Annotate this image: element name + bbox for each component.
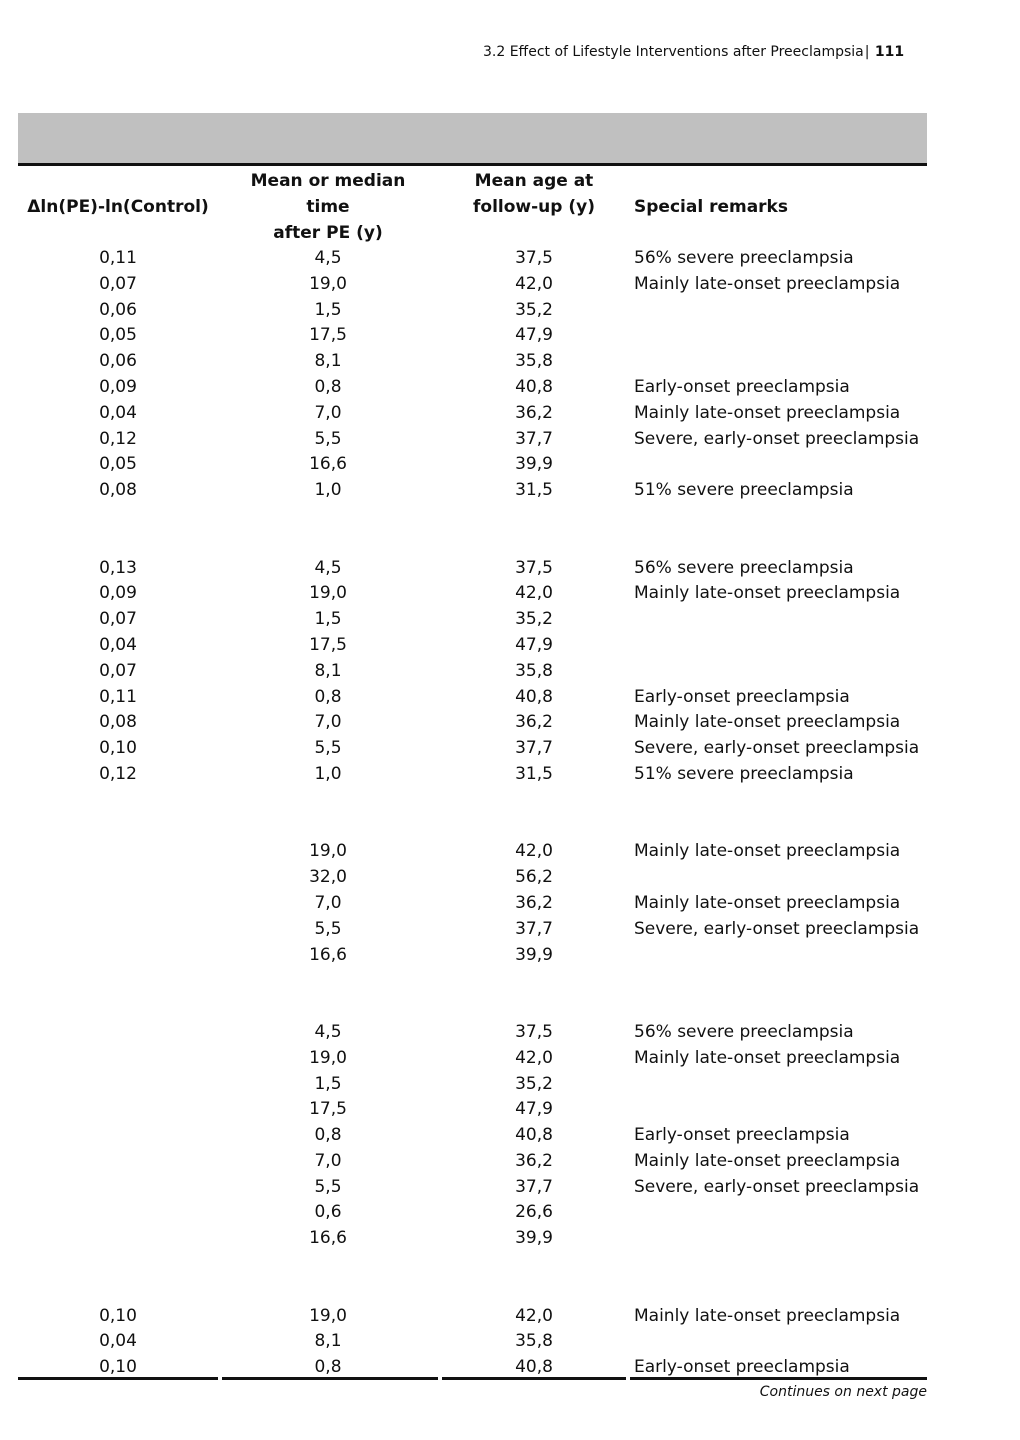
cell-special-remarks: Mainly late-onset preeclampsia bbox=[634, 892, 901, 913]
header-delta-ln-text: Δln(PE)-ln(Control) bbox=[27, 197, 209, 217]
running-header-separator: | bbox=[864, 44, 870, 60]
cell-time-after-pe: 5,5 bbox=[314, 738, 342, 759]
cell-special-remarks: 51% severe preeclampsia bbox=[634, 480, 854, 501]
cell-special-remarks: 51% severe preeclampsia bbox=[634, 763, 854, 784]
cell-special-remarks: 56% severe preeclampsia bbox=[634, 1021, 854, 1042]
cell-special-remarks: Mainly late-onset preeclampsia bbox=[634, 402, 901, 423]
column-gap-marker bbox=[626, 1377, 630, 1380]
cell-time-after-pe: 8,1 bbox=[314, 660, 342, 681]
cell-delta-ln: 0,10 bbox=[99, 738, 137, 759]
cell-time-after-pe: 7,0 bbox=[314, 1150, 342, 1171]
cell-delta-ln: 0,08 bbox=[99, 480, 137, 501]
cell-delta-ln: 0,07 bbox=[99, 660, 137, 681]
cell-time-after-pe: 19,0 bbox=[309, 1305, 347, 1326]
cell-mean-age: 42,0 bbox=[515, 273, 553, 294]
cell-special-remarks: Mainly late-onset preeclampsia bbox=[634, 273, 901, 294]
cell-delta-ln: 0,13 bbox=[99, 557, 137, 578]
cell-mean-age: 31,5 bbox=[515, 480, 553, 501]
table-row bbox=[18, 1046, 927, 1072]
cell-mean-age: 40,8 bbox=[515, 376, 553, 397]
table-row bbox=[18, 1304, 927, 1330]
cell-delta-ln: 0,10 bbox=[99, 1305, 137, 1326]
cell-special-remarks: Mainly late-onset preeclampsia bbox=[634, 583, 901, 604]
table-row bbox=[18, 710, 927, 736]
cell-time-after-pe: 5,5 bbox=[314, 428, 342, 449]
cell-time-after-pe: 7,0 bbox=[314, 892, 342, 913]
cell-delta-ln: 0,12 bbox=[99, 428, 137, 449]
cell-mean-age: 39,9 bbox=[515, 454, 553, 475]
cell-special-remarks: Early-onset preeclampsia bbox=[634, 1125, 850, 1146]
cell-time-after-pe: 4,5 bbox=[314, 557, 342, 578]
cell-mean-age: 35,8 bbox=[515, 351, 553, 372]
cell-mean-age: 37,5 bbox=[515, 557, 553, 578]
cell-delta-ln: 0,04 bbox=[99, 402, 137, 423]
table-row bbox=[18, 556, 927, 582]
table-row bbox=[18, 323, 927, 349]
table-row bbox=[18, 1123, 927, 1149]
header-time-line2: after PE (y) bbox=[273, 223, 383, 243]
table-row bbox=[18, 1329, 927, 1355]
group-spacer bbox=[18, 968, 927, 1020]
cell-special-remarks: Severe, early-onset preeclampsia bbox=[634, 738, 920, 759]
cell-delta-ln: 0,11 bbox=[99, 248, 137, 268]
table-row bbox=[18, 736, 927, 762]
cell-mean-age: 36,2 bbox=[515, 1150, 553, 1171]
cell-mean-age: 42,0 bbox=[515, 1305, 553, 1326]
table-row bbox=[18, 375, 927, 401]
cell-special-remarks: Mainly late-onset preeclampsia bbox=[634, 1047, 901, 1068]
cell-time-after-pe: 17,5 bbox=[309, 325, 347, 346]
cell-special-remarks: Severe, early-onset preeclampsia bbox=[634, 918, 920, 939]
page-number: 111 bbox=[874, 44, 905, 60]
cell-delta-ln: 0,08 bbox=[99, 712, 137, 733]
cell-mean-age: 26,6 bbox=[515, 1202, 553, 1223]
table-row bbox=[18, 685, 927, 711]
table-row bbox=[18, 633, 927, 659]
table-bottom-rule bbox=[18, 1377, 927, 1380]
cell-mean-age: 36,2 bbox=[515, 712, 553, 733]
table-row bbox=[18, 1097, 927, 1123]
header-age-line1: Mean age at bbox=[474, 171, 594, 191]
cell-delta-ln: 0,04 bbox=[99, 634, 137, 655]
cell-special-remarks: Mainly late-onset preeclampsia bbox=[634, 712, 901, 733]
cell-mean-age: 35,8 bbox=[515, 1331, 553, 1352]
table-row bbox=[18, 427, 927, 453]
table-row bbox=[18, 1200, 927, 1226]
table-row bbox=[18, 1175, 927, 1201]
column-gap-marker bbox=[218, 166, 222, 168]
table-row bbox=[18, 401, 927, 427]
header-delta-ln bbox=[18, 194, 218, 220]
cell-time-after-pe: 8,1 bbox=[314, 351, 342, 372]
running-header-title: 3.2 Effect of Lifestyle Interventions after Preeclampsia bbox=[483, 44, 864, 60]
cell-mean-age: 37,7 bbox=[515, 918, 553, 939]
cell-time-after-pe: 32,0 bbox=[309, 867, 347, 888]
cell-mean-age: 47,9 bbox=[515, 325, 553, 346]
cell-mean-age: 35,2 bbox=[515, 609, 553, 630]
cell-time-after-pe: 16,6 bbox=[309, 1228, 347, 1249]
cell-delta-ln: 0,11 bbox=[99, 686, 137, 707]
table-row bbox=[18, 246, 927, 272]
cell-delta-ln: 0,09 bbox=[99, 583, 137, 604]
cell-time-after-pe: 19,0 bbox=[309, 841, 347, 862]
table-row bbox=[18, 943, 927, 969]
cell-mean-age: 37,5 bbox=[515, 1021, 553, 1042]
cell-delta-ln: 0,10 bbox=[99, 1357, 137, 1378]
cell-delta-ln: 0,04 bbox=[99, 1331, 137, 1352]
table-row bbox=[18, 1226, 927, 1252]
cell-special-remarks: Early-onset preeclampsia bbox=[634, 376, 850, 397]
cell-delta-ln: 0,07 bbox=[99, 273, 137, 294]
header-age-line2: follow-up (y) bbox=[473, 197, 595, 217]
cell-mean-age: 42,0 bbox=[515, 1047, 553, 1068]
cell-time-after-pe: 1,5 bbox=[314, 1073, 342, 1094]
cell-special-remarks: Severe, early-onset preeclampsia bbox=[634, 428, 920, 449]
cell-time-after-pe: 1,0 bbox=[314, 763, 342, 784]
cell-time-after-pe: 7,0 bbox=[314, 712, 342, 733]
cell-delta-ln: 0,06 bbox=[99, 351, 137, 372]
cell-special-remarks: Mainly late-onset preeclampsia bbox=[634, 1305, 901, 1326]
table-row bbox=[18, 1149, 927, 1175]
continues-note: Continues on next page bbox=[759, 1384, 927, 1400]
cell-special-remarks: 56% severe preeclampsia bbox=[634, 557, 854, 578]
cell-special-remarks: Severe, early-onset preeclampsia bbox=[634, 1176, 920, 1197]
cell-mean-age: 42,0 bbox=[515, 583, 553, 604]
cell-delta-ln: 0,12 bbox=[99, 763, 137, 784]
cell-mean-age: 37,7 bbox=[515, 1176, 553, 1197]
cell-mean-age: 47,9 bbox=[515, 1099, 553, 1120]
table-row bbox=[18, 891, 927, 917]
table-row bbox=[18, 917, 927, 943]
table-caption-band bbox=[18, 113, 927, 163]
cell-mean-age: 35,2 bbox=[515, 299, 553, 320]
cell-time-after-pe: 0,6 bbox=[314, 1202, 342, 1223]
cell-delta-ln: 0,09 bbox=[99, 376, 137, 397]
group-spacer bbox=[18, 504, 927, 556]
cell-mean-age: 31,5 bbox=[515, 763, 553, 784]
cell-mean-age: 35,8 bbox=[515, 660, 553, 681]
group-spacer bbox=[18, 1252, 927, 1304]
cell-time-after-pe: 17,5 bbox=[309, 634, 347, 655]
cell-time-after-pe: 17,5 bbox=[309, 1099, 347, 1120]
cell-special-remarks: Early-onset preeclampsia bbox=[634, 686, 850, 707]
table-row bbox=[18, 298, 927, 324]
cell-time-after-pe: 0,8 bbox=[314, 1125, 342, 1146]
cell-time-after-pe: 19,0 bbox=[309, 1047, 347, 1068]
cell-time-after-pe: 0,8 bbox=[314, 1357, 342, 1378]
cell-time-after-pe: 0,8 bbox=[314, 376, 342, 397]
cell-time-after-pe: 16,6 bbox=[309, 454, 347, 475]
cell-mean-age: 39,9 bbox=[515, 1228, 553, 1249]
table-row bbox=[18, 839, 927, 865]
cell-time-after-pe: 5,5 bbox=[314, 1176, 342, 1197]
running-header bbox=[483, 44, 923, 60]
cell-time-after-pe: 1,5 bbox=[314, 299, 342, 320]
cell-time-after-pe: 5,5 bbox=[314, 918, 342, 939]
cell-mean-age: 40,8 bbox=[515, 686, 553, 707]
cell-mean-age: 42,0 bbox=[515, 841, 553, 862]
cell-special-remarks: Early-onset preeclampsia bbox=[634, 1357, 850, 1378]
cell-mean-age: 35,2 bbox=[515, 1073, 553, 1094]
cell-mean-age: 40,8 bbox=[515, 1125, 553, 1146]
cell-delta-ln: 0,05 bbox=[99, 325, 137, 346]
table-row bbox=[18, 607, 927, 633]
cell-time-after-pe: 19,0 bbox=[309, 273, 347, 294]
cell-mean-age: 37,7 bbox=[515, 738, 553, 759]
cell-time-after-pe: 1,0 bbox=[314, 480, 342, 501]
table-row bbox=[18, 349, 927, 375]
column-gap-marker bbox=[438, 1377, 442, 1380]
cell-delta-ln: 0,07 bbox=[99, 609, 137, 630]
table-row bbox=[18, 272, 927, 298]
cell-time-after-pe: 1,5 bbox=[314, 609, 342, 630]
table-row bbox=[18, 762, 927, 788]
cell-time-after-pe: 16,6 bbox=[309, 944, 347, 965]
cell-mean-age: 39,9 bbox=[515, 944, 553, 965]
cell-mean-age: 37,5 bbox=[515, 248, 553, 268]
table-row bbox=[18, 1020, 927, 1046]
table-row bbox=[18, 865, 927, 891]
cell-time-after-pe: 4,5 bbox=[314, 248, 342, 268]
cell-special-remarks: Mainly late-onset preeclampsia bbox=[634, 841, 901, 862]
cell-delta-ln: 0,06 bbox=[99, 299, 137, 320]
cell-delta-ln: 0,05 bbox=[99, 454, 137, 475]
header-time-after-pe bbox=[228, 168, 428, 246]
cell-time-after-pe: 19,0 bbox=[309, 583, 347, 604]
cell-mean-age: 36,2 bbox=[515, 892, 553, 913]
cell-mean-age: 36,2 bbox=[515, 402, 553, 423]
table-row bbox=[18, 581, 927, 607]
cell-time-after-pe: 7,0 bbox=[314, 402, 342, 423]
header-mean-age bbox=[434, 168, 634, 220]
cell-mean-age: 37,7 bbox=[515, 428, 553, 449]
cell-mean-age: 47,9 bbox=[515, 634, 553, 655]
table-row bbox=[18, 478, 927, 504]
cell-mean-age: 56,2 bbox=[515, 867, 553, 888]
table-row bbox=[18, 452, 927, 478]
cell-special-remarks: Mainly late-onset preeclampsia bbox=[634, 1150, 901, 1171]
column-gap-marker bbox=[218, 1377, 222, 1380]
table-row bbox=[18, 1072, 927, 1098]
cell-special-remarks: 56% severe preeclampsia bbox=[634, 248, 854, 268]
cell-time-after-pe: 4,5 bbox=[314, 1021, 342, 1042]
group-spacer bbox=[18, 788, 927, 840]
table-top-rule bbox=[18, 163, 927, 166]
header-time-line1: Mean or median time bbox=[250, 171, 406, 217]
table-body bbox=[18, 246, 927, 1381]
header-special-remarks bbox=[634, 194, 788, 220]
header-remarks-text: Special remarks bbox=[634, 197, 788, 217]
table-row bbox=[18, 659, 927, 685]
cell-mean-age: 40,8 bbox=[515, 1357, 553, 1378]
cell-time-after-pe: 8,1 bbox=[314, 1331, 342, 1352]
cell-time-after-pe: 0,8 bbox=[314, 686, 342, 707]
